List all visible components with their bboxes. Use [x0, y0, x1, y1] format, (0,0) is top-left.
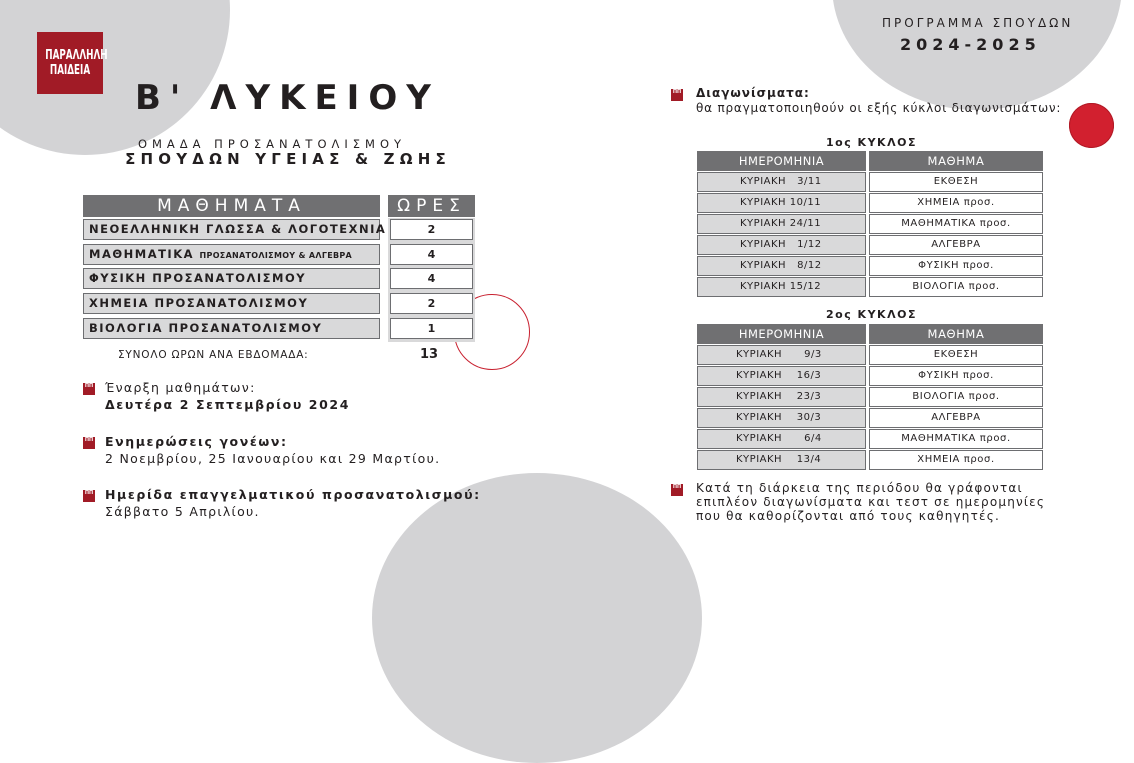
note-text: Δευτέρα 2 Σεπτεμβρίου 2024: [105, 397, 350, 412]
logo-bullet-icon: ΠΠ: [671, 89, 683, 101]
exam-date-text: ΚΥΡΙΑΚΗ 1/12: [740, 239, 822, 250]
page-title: Β' ΛΥΚΕΙΟΥ: [135, 78, 440, 118]
exam-subject: ΑΛΓΕΒΡΑ: [869, 408, 1043, 428]
exam-subject: ΜΑΘΗΜΑΤΙΚΑ πρoσ.: [869, 429, 1043, 449]
subject-name: ΜΑΘΗΜΑΤΙΚΑ: [89, 247, 195, 261]
exam-date: [697, 387, 866, 407]
col-date-header: ΗΜΕΡΟΜΗΝΙΑ: [697, 151, 866, 171]
subject-row: [83, 268, 380, 289]
total-hours-label: ΣΥΝΟΛΟ ΩΡΩΝ ΑΝΑ ΕΒΔΟΜΑΔΑ:: [118, 349, 309, 361]
table-row: [697, 366, 1043, 387]
exam-subject: ΒΙΟΛΟΓΙΑ πρoσ.: [869, 387, 1043, 407]
exams-final-note: [696, 481, 1045, 523]
note-start: [105, 379, 350, 413]
exam-date-text: ΚΥΡΙΑΚΗ 9/3: [736, 349, 822, 360]
exam-date-text: ΚΥΡΙΑΚΗ 16/3: [736, 370, 822, 381]
decor-dot-red: [1069, 103, 1114, 148]
exams-subtitle: θα πραγματοποιηθούν οι εξής κύκλοι διαγωνισμάτων:: [696, 101, 1062, 115]
subject-row: [83, 318, 380, 339]
exams-title: Διαγωνίσματα:: [696, 86, 810, 100]
logo-bullet-icon: ΠΠ: [83, 383, 95, 395]
exam-date: [697, 256, 866, 276]
cycle-1-label: 1ος ΚΥΚΛΟΣ: [826, 136, 917, 149]
exam-subject: ΦΥΣΙΚΗ πρoσ.: [869, 366, 1043, 386]
exam-date: [697, 429, 866, 449]
col-subject-header: ΜΑΘΗΜΑ: [869, 151, 1043, 171]
subject-extra: ΠΡΟΣΑΝΑΤΟΛΙΣΜΟΥ & ΑΛΓΕΒΡΑ: [199, 251, 353, 260]
table-row: [697, 214, 1043, 235]
subject-name: ΝΕΟΕΛΛΗΝΙΚΗ ΓΛΩΣΣΑ & ΛΟΓΟΤΕΧΝΙΑ: [89, 222, 387, 236]
exam-date: [697, 193, 866, 213]
program-year: 2024-2025: [900, 35, 1041, 54]
exam-subject: ΦΥΣΙΚΗ πρoσ.: [869, 256, 1043, 276]
subject-row: [83, 293, 380, 314]
logo-line-1: ΠΑΡΑΛΛΗΛΗ: [45, 48, 108, 63]
exam-subject: ΧΗΜΕΙΑ πρoσ.: [869, 450, 1043, 470]
note-title: Ενημερώσεις γονέων:: [105, 434, 288, 449]
table-row: [697, 193, 1043, 214]
col-date-header: ΗΜΕΡΟΜΗΝΙΑ: [697, 324, 866, 344]
table-row: [697, 172, 1043, 193]
exam-date: [697, 214, 866, 234]
cycle-2-table: [697, 324, 1043, 471]
subject-hours: 4: [390, 268, 473, 289]
table-row: [697, 408, 1043, 429]
exam-subject: ΜΑΘΗΜΑΤΙΚΑ πρoσ.: [869, 214, 1043, 234]
subject-hours: 4: [390, 244, 473, 265]
exam-date: [697, 366, 866, 386]
group-line-1: ΟΜΑΔΑ ΠΡΟΣΑΝΑΤΟΛΙΣΜΟΥ: [137, 137, 407, 151]
final-note-line: Κατά τη διάρκεια της περιόδου θα γράφονται: [696, 481, 1023, 495]
note-text: Σάββατο 5 Απριλίου.: [105, 504, 260, 519]
exam-subject: ΧΗΜΕΙΑ πρoσ.: [869, 193, 1043, 213]
exam-date-text: ΚΥΡΙΑΚΗ 8/12: [740, 260, 822, 271]
total-hours-value: 13: [420, 347, 439, 362]
subject-row: [83, 244, 380, 265]
note-text: 2 Νοεμβρίου, 25 Ιανουαρίου και 29 Μαρτίου.: [105, 451, 441, 466]
exam-subject: ΕΚΘΕΣΗ: [869, 172, 1043, 192]
exam-date: [697, 235, 866, 255]
group-line-2: ΣΠΟΥΔΩΝ ΥΓΕΙΑΣ & ΖΩΗΣ: [125, 150, 451, 168]
subjects-header: ΜΑΘΗΜΑΤΑ: [83, 195, 380, 217]
exam-date-text: ΚΥΡΙΑΚΗ 13/4: [736, 454, 822, 465]
table-row: [697, 277, 1043, 298]
table-row: [697, 450, 1043, 471]
note-career: [105, 486, 481, 520]
subject-name: ΦΥΣΙΚΗ ΠΡΟΣΑΝΑΤΟΛΙΣΜΟΥ: [89, 271, 307, 285]
cycle-2-label: 2ος ΚΥΚΛΟΣ: [826, 308, 917, 321]
exam-date-text: ΚΥΡΙΑΚΗ 24/11: [740, 218, 822, 229]
subject-name: ΧΗΜΕΙΑ ΠΡΟΣΑΝΑΤΟΛΙΣΜΟΥ: [89, 296, 309, 310]
logo-line-2: ΠΑΙΔΕΙΑ: [49, 63, 91, 78]
subject-hours: 1: [390, 318, 473, 339]
final-note-line: επιπλέον διαγωνίσματα και τεστ σε ημερομηνίες: [696, 495, 1046, 509]
note-title: Ημερίδα επαγγελματικού προσανατολισμού:: [105, 487, 481, 502]
exam-date-text: ΚΥΡΙΑΚΗ 30/3: [736, 412, 822, 423]
subject-row: [83, 219, 387, 240]
exam-date-text: ΚΥΡΙΑΚΗ 6/4: [736, 433, 822, 444]
table-row: [697, 235, 1043, 256]
exam-date-text: ΚΥΡΙΑΚΗ 3/11: [740, 176, 822, 187]
logo-bullet-icon: ΠΠ: [83, 490, 95, 502]
note-parents: [105, 433, 440, 467]
table-row: [697, 429, 1043, 450]
hours-header: ΩΡΕΣ: [388, 195, 475, 217]
exam-subject: ΑΛΓΕΒΡΑ: [869, 235, 1043, 255]
exam-date: [697, 408, 866, 428]
exam-subject: ΕΚΘΕΣΗ: [869, 345, 1043, 365]
note-title: Έναρξη μαθημάτων:: [105, 380, 256, 395]
logo-bullet-icon: ΠΠ: [671, 484, 683, 496]
cycle-1-table: [697, 151, 1043, 298]
table-row: [697, 387, 1043, 408]
brand-logo: [37, 32, 108, 94]
exam-date: [697, 450, 866, 470]
subject-hours: 2: [390, 293, 473, 314]
exam-date-text: ΚΥΡΙΑΚΗ 15/12: [740, 281, 822, 292]
exam-date-text: ΚΥΡΙΑΚΗ 23/3: [736, 391, 822, 402]
exam-date: [697, 345, 866, 365]
exam-date-text: ΚΥΡΙΑΚΗ 10/11: [740, 197, 822, 208]
exam-subject: ΒΙΟΛΟΓΙΑ πρoσ.: [869, 277, 1043, 297]
final-note-line: που θα καθορίζονται από τους καθηγητές.: [696, 509, 1000, 523]
table-row: [697, 345, 1043, 366]
subject-hours: 2: [390, 219, 473, 240]
subject-name: ΒΙΟΛΟΓΙΑ ΠΡΟΣΑΝΑΤΟΛΙΣΜΟΥ: [89, 321, 323, 335]
exam-date: [697, 277, 866, 297]
program-label: ΠΡΟΓΡΑΜΜΑ ΣΠΟΥΔΩΝ: [882, 16, 1074, 30]
col-subject-header: ΜΑΘΗΜΑ: [869, 324, 1043, 344]
table-row: [697, 256, 1043, 277]
exam-date: [697, 172, 866, 192]
logo-bullet-icon: ΠΠ: [83, 437, 95, 449]
